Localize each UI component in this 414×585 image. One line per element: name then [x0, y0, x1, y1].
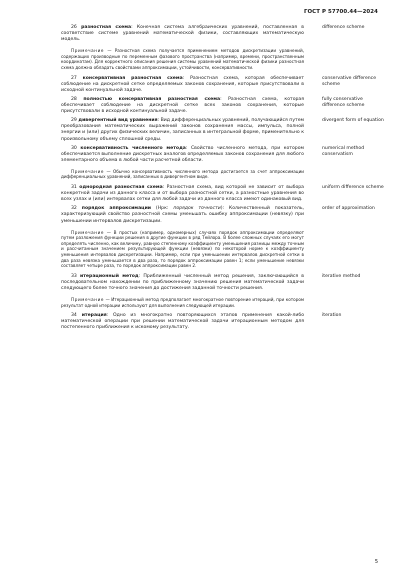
english-equivalent: numerical method conservatism: [322, 145, 365, 157]
term-definition: [61, 76, 304, 94]
term-number: 31: [71, 185, 77, 191]
english-equivalent: fully conservative difference scheme: [322, 96, 365, 109]
term-name: разностная схема: [81, 25, 132, 30]
term-text: : Одно из многократно повторяющихся этапов применения какой-либо математической операции при решении математической задачи итерационным методом для постепенного приближения к искомому результату.: [61, 313, 305, 331]
term-entry-29: [61, 118, 386, 142]
note: [61, 169, 304, 180]
term-entry-33: [61, 274, 386, 292]
term-definition: [61, 25, 304, 43]
term-entry-34: [61, 313, 386, 331]
note-text: — Разностная схема получается применением методов дискретизации уравнений, содержащих производные по переменным фазового пространства (например, времени, пространственным координатам). Для корректного описания решения системы уравнений математической физики разностная схема должна обладать свойствами аппроксимации, устойчивости, консервативности.: [61, 48, 304, 71]
english-equivalent: difference scheme: [322, 25, 365, 30]
note-label: Примечание: [71, 297, 105, 303]
page-number: 5: [374, 559, 378, 565]
document-header: ГОСТ Р 57700.44—2024: [303, 9, 378, 15]
term-text: : Разностная схема, вид которой не зависит от выбора конкретной задачи из данного класса и от выбора разностной сетки, а разностные уравнения во всех узлах и (или) интервалах сетки для любой задачи из данного класса имеют одинаковый вид.: [61, 185, 304, 203]
term-number: 26: [71, 25, 77, 30]
term-number: 33: [71, 273, 77, 279]
term-text: : Свойство численного метода, при котором обеспечивается выполнение дискретных аналогов определяемых законов сохранения для любого элементарного объема в любой части расчетной области.: [61, 145, 304, 163]
term-text: ): Количественный показатель, характеризующий свойство разностной схемы уменьшать ошибку аппроксимации (невязку) при уменьшении интервалов дискретизации.: [61, 206, 304, 224]
term-definition: [61, 274, 304, 292]
term-text: : Разностная схема, которая обеспечивает соблюдение на дискретной сетке определяемых законов сохранения, которые присутствовали в исходной континуальной задаче.: [61, 75, 304, 93]
term-entry-28: [61, 97, 386, 115]
term-name: итерация: [81, 313, 107, 319]
term-number: 32: [71, 206, 77, 212]
term-entry-26: [61, 25, 386, 43]
term-alternative: порядок точности: [173, 206, 221, 212]
term-number: 34: [71, 313, 77, 319]
term-definition: [61, 206, 304, 224]
term-name: консервативная разностная схема: [82, 75, 183, 81]
term-name: итерационный метод: [80, 273, 139, 279]
note-text: — Обычно консервативность численного метода достигается за счет аппроксимации дифференциальных уравнений, записанных в дивергентном виде.: [61, 168, 304, 180]
note-text: — Итерационный метод предполагает многократное повторение итераций, при котором результат одной итерации используют для выполнения следующей итерации.: [61, 297, 304, 308]
term-number: 27: [71, 75, 77, 81]
english-equivalent: divergent form of equation: [322, 118, 384, 124]
english-equivalent: iterative method: [322, 273, 361, 279]
term-number: 28: [71, 96, 77, 102]
note: [61, 230, 304, 269]
term-name: дивергентный вид уравнения: [78, 118, 158, 124]
term-definition: [61, 97, 304, 115]
term-pre: (Нрк:: [151, 206, 174, 212]
note: [61, 48, 304, 70]
term-name: порядок аппроксимации: [81, 206, 152, 212]
english-equivalent: uniform difference scheme: [322, 185, 384, 191]
term-text: : Приближенный численный метод решения, заключающийся в последовательном нахождении по приближенному значению решения математической задачи следующего более точного значения до достижения заданной точности решения.: [61, 273, 305, 291]
terms-body: [61, 25, 386, 332]
note-label: Примечание: [71, 229, 105, 235]
term-name: полностью консервативная разностная схема: [83, 96, 221, 102]
term-number: 29: [71, 118, 77, 124]
term-text: : Разностная схема, которая обеспечивает соблюдение на дискретной сетке всех законов сохранения, которые присутствовали в исходной континуальной задаче.: [61, 96, 305, 115]
term-entry-27: [61, 76, 386, 94]
note-text: — В простых (например, одномерных) случаях порядок аппроксимации определяют путем разложения функции решения в другие функции в ряд Тейлора. В более сложных случаях его могут определять численно, как величину, равную степенному коэффициенту уменьшения разницы между точным и рассчитанным значением результирующей функции (невязки) по некоторой норме к коэффициенту уменьшения интервалов дискретизации. Например, если при уменьшении интервалов дискретной сетки в два раза невязка уменьшается в два раза, то порядок аппроксимации равен 1; если уменьшение невязки составляет четыре раза, то порядок аппроксимации равен 2.: [61, 229, 304, 269]
note-label: Примечание: [71, 168, 105, 174]
note-label: Примечание: [71, 48, 105, 54]
note: [61, 297, 304, 308]
term-entry-32: [61, 206, 386, 224]
term-name: однородная разностная схема: [79, 185, 163, 191]
term-name: консервативность численного метода: [80, 145, 186, 151]
english-equivalent: iteration: [322, 313, 342, 319]
term-definition: [61, 118, 304, 142]
term-entry-31: [61, 185, 386, 203]
english-equivalent: conservative difference scheme: [322, 75, 377, 87]
term-definition: [61, 313, 304, 331]
term-definition: [61, 185, 304, 203]
term-text: : Вид дифференциальных уравнений, получающийся путем преобразования математических выражений законов сохранения массы, импульса, полной энергии и (или) других физических величин, записанных в интегральной форме, применительно к произвольному объему сплошной среды.: [61, 118, 305, 142]
term-entry-30: [61, 146, 386, 164]
english-equivalent: order of approximation: [322, 206, 375, 212]
term-text: : Конечная система алгебраических уравнений, поставленная в соответствие системе уравнений математической физики, составляющих математическую модель.: [61, 25, 304, 43]
term-number: 30: [71, 145, 77, 151]
term-definition: [61, 146, 304, 164]
